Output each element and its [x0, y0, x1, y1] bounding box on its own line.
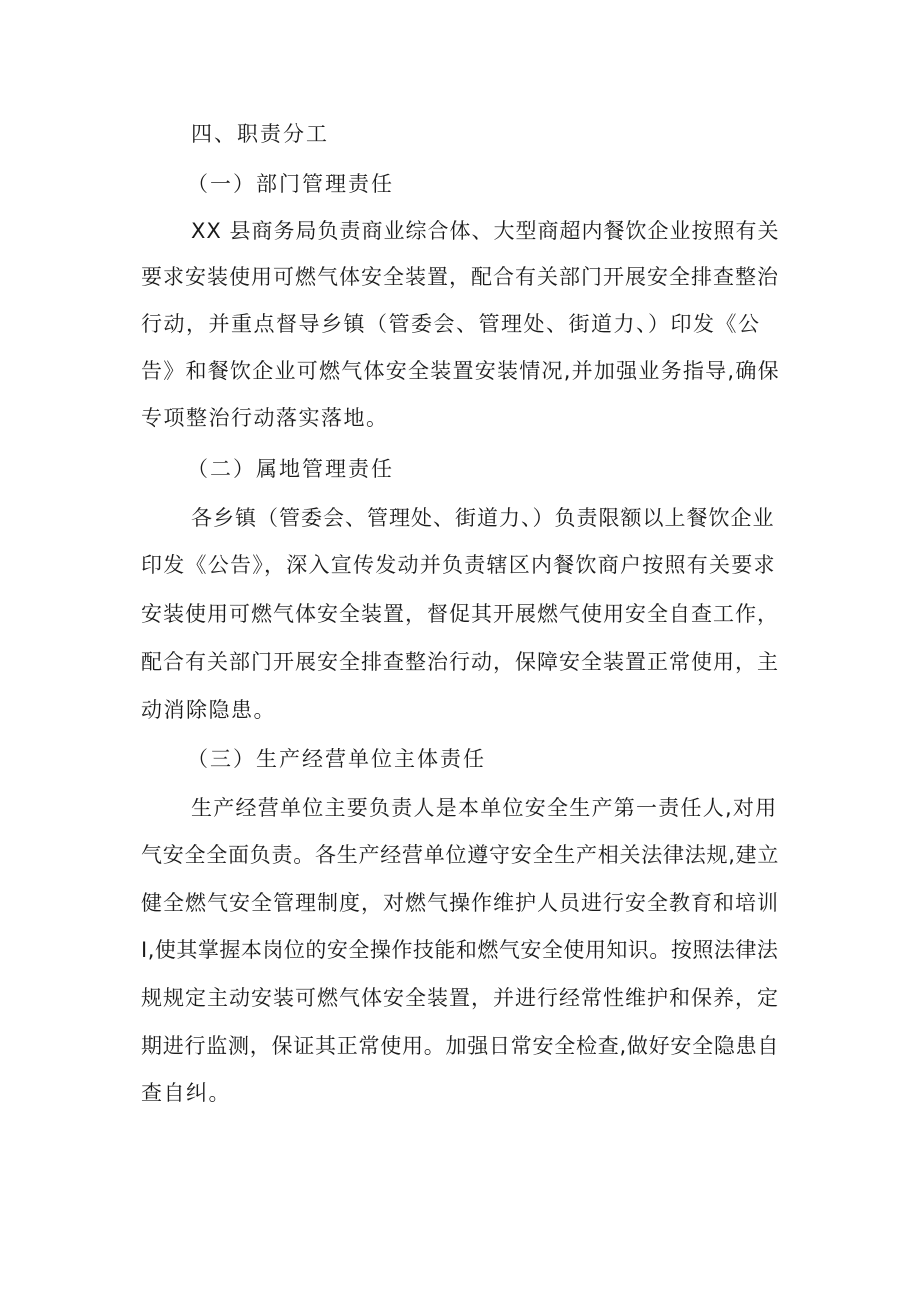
subsection-2-line-3: 安装使用可燃气体安全装置，督促其开展燃气使用安全自查工作， — [141, 602, 779, 626]
subsection-2-title: （二）属地管理责任 — [187, 457, 394, 481]
subsection-1-line-4: 告》和餐饮企业可燃气体安全装置安装情况,并加强业务指导,确保 — [141, 359, 780, 383]
subsection-3-line-6: 期进行监测，保证其正常使用。加强日常安全检查,做好安全隐患自 — [141, 1034, 780, 1058]
subsection-1-line-1: XX 县商务局负责商业综合体、大型商超内餐饮企业按照有关 — [191, 219, 780, 243]
subsection-2-line-2: 印发《公告》，深入宣传发动并负责辖区内餐饮商户按照有关要求 — [141, 553, 776, 577]
subsection-2-line-5: 动消除隐患。 — [141, 698, 276, 722]
subsection-3-line-5: 规规定主动安装可燃气体安全装置，并进行经常性维护和保养，定 — [141, 986, 779, 1010]
subsection-3-line-4: I,使其掌握本岗位的安全操作技能和燃气安全使用知识。按照法律法 — [141, 938, 779, 962]
subsection-3-line-2: 气安全全面负责。各生产经营单位遵守安全生产相关法律法规,建立 — [141, 843, 780, 867]
subsection-3-line-1: 生产经营单位主要负责人是本单位安全生产第一责任人,对用 — [191, 796, 778, 820]
subsection-3-title: （三）生产经营单位主体责任 — [187, 747, 486, 771]
subsection-3-line-3: 健全燃气安全管理制度，对燃气操作维护人员进行安全教育和培训 — [141, 891, 779, 915]
subsection-2-line-1: 各乡镇（管委会、管理处、街道力、）负责限额以上餐饮企业 — [191, 506, 775, 530]
subsection-2-line-4: 配合有关部门开展安全排查整治行动，保障安全装置正常使用，主 — [141, 650, 779, 674]
subsection-1-line-5: 专项整治行动落实落地。 — [141, 406, 389, 430]
section-title: 四、职责分工 — [191, 122, 329, 146]
subsection-1-title: （一）部门管理责任 — [187, 172, 394, 196]
subsection-1-line-2: 要求安装使用可燃气体安全装置，配合有关部门开展安全排查整治 — [141, 265, 779, 289]
subsection-3-line-7: 查自纠。 — [141, 1081, 231, 1105]
subsection-1-line-3: 行动，并重点督导乡镇（管委会、管理处、街道力、）印发《公 — [141, 312, 761, 336]
